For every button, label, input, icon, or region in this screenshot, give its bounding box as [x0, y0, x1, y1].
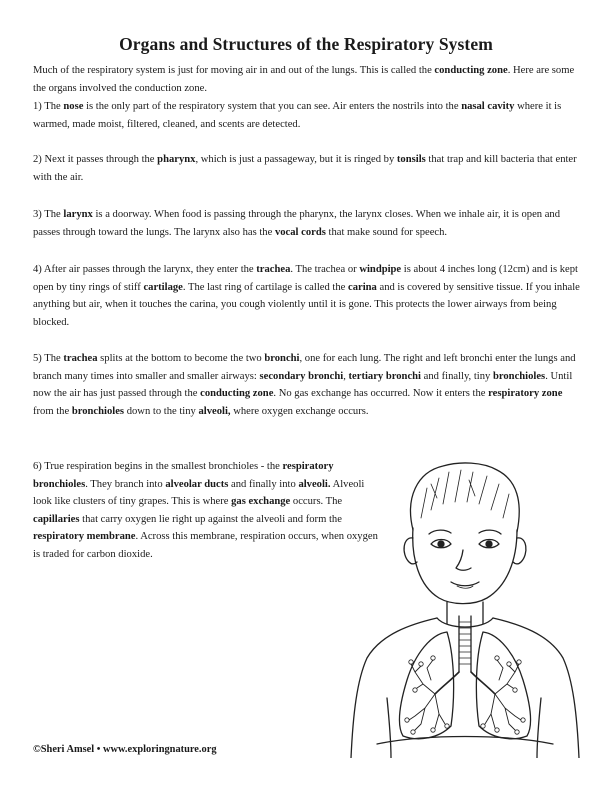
- left-pupil: [438, 541, 444, 547]
- copyright-footer: ©Sheri Amsel • www.exploringnature.org: [33, 744, 217, 755]
- bold-term: tertiary bronchi: [348, 370, 421, 382]
- bold-term: conducting zone: [434, 65, 508, 76]
- bold-term: carina: [348, 281, 377, 293]
- trachea-drawing: [459, 616, 471, 672]
- paragraph-trachea: 4) After air passes through the larynx, they enter the trachea. The trachea or windpipe is about 4 inches long (12cm) and is kept open by tiny rings of stiff cartilage. The last ring of cartilage is called the carina and is covered by sensitive tissue. If you inhale anything but air, when it touches the carina, you cough violently until it is gone. This protects the lower airways from being blocked.: [33, 264, 580, 328]
- bold-term: respiratory zone: [488, 388, 563, 400]
- paragraph-bronchi: 5) The trachea splits at the bottom to become the two bronchi, one for each lung. The right and left bronchi enter the lungs and branch many times into smaller and smaller airways: secondary bronchi, tertiary bronchi and finally, tiny bronchioles. Until now the air has just passed through the conducting zone. No gas exchange has occurred. Now it enters the respiratory zone from the bronchioles down to the tiny alveoli, where oxygen exchange occurs.: [33, 353, 576, 417]
- bold-term: alveolar ducts: [165, 478, 229, 490]
- right-bronchial-tree: [485, 660, 521, 730]
- bold-term: capillaries: [33, 513, 80, 525]
- right-eyebrow: [479, 530, 501, 534]
- right-pupil: [486, 541, 492, 547]
- bold-term: trachea: [63, 353, 98, 364]
- bold-term: respiratory membrane: [33, 531, 136, 543]
- paragraph-respiration: 6) True respiration begins in the smallest bronchioles - the respiratory bronchioles. They branch into alveolar ducts and finally into alveoli. Alveoli look like clusters of tiny grapes. This is where gas exchange occurs. The capillaries that carry oxygen lie right up against the alveoli and form the respiratory membrane. Across this membrane, respiration occurs, when oxygen is traded for carbon dioxide.: [33, 461, 378, 560]
- bold-term: respiratory bronchioles: [33, 461, 334, 490]
- child-lungs-illustration: [335, 458, 585, 758]
- bold-term: bronchioles: [492, 370, 546, 382]
- bronchi-drawing: [435, 672, 495, 694]
- bold-term: bronchi: [264, 353, 300, 364]
- paragraph-nose: 1) The nose is the only part of the respiratory system that you can see. Air enters the nostrils into the nasal cavity where it is warmed, made moist, filtered, cleaned, and scents are detected.: [33, 101, 562, 130]
- alveoli-clusters: [405, 656, 525, 734]
- shirt-band: [377, 737, 553, 745]
- bold-term: alveoli,: [198, 405, 231, 417]
- paragraph-pharynx: 2) Next it passes through the pharynx, which is just a passageway, but it is ringed by tonsils that trap and kill bacteria that enter with the air.: [33, 154, 577, 183]
- bold-term: windpipe: [359, 264, 402, 275]
- mouth-drawing: [451, 582, 479, 586]
- bold-term: secondary bronchi: [259, 370, 344, 382]
- shirt-collar: [437, 618, 493, 627]
- bold-term: gas exchange: [231, 496, 291, 508]
- hair-strands: [421, 470, 509, 518]
- right-lung: [476, 632, 530, 739]
- bold-term: cartilage: [143, 281, 183, 293]
- bold-term: vocal cords: [274, 226, 326, 238]
- face-outline: [413, 528, 517, 604]
- bold-term: tonsils: [396, 154, 426, 165]
- nose-drawing: [456, 550, 471, 570]
- bold-term: bronchioles: [71, 405, 125, 417]
- neck-outline: [447, 602, 483, 624]
- hair-outline: [411, 463, 520, 532]
- left-eyebrow: [429, 530, 451, 534]
- bold-term: pharynx: [157, 154, 196, 165]
- page-title: Organs and Structures of the Respiratory System: [119, 34, 493, 54]
- bold-term: trachea: [256, 264, 291, 275]
- left-lung: [400, 632, 454, 739]
- bold-term: alveoli.: [298, 478, 331, 490]
- paragraph-larynx: 3) The larynx is a doorway. When food is passing through the pharynx, the larynx closes. When we inhale air, it is open and passes through toward the lungs. The larynx also has the vocal cords that make sound for speech.: [33, 209, 561, 238]
- intro-paragraph: Much of the respiratory system is just for moving air in and out of the lungs. This is called the conducting zone. Here are some the organs involved the conduction zone.: [33, 65, 575, 94]
- left-bronchial-tree: [409, 660, 445, 730]
- bold-term: conducting zone: [200, 388, 274, 400]
- bold-term: nose: [63, 101, 84, 112]
- bold-term: nasal cavity: [461, 101, 515, 112]
- bold-term: larynx: [63, 209, 93, 220]
